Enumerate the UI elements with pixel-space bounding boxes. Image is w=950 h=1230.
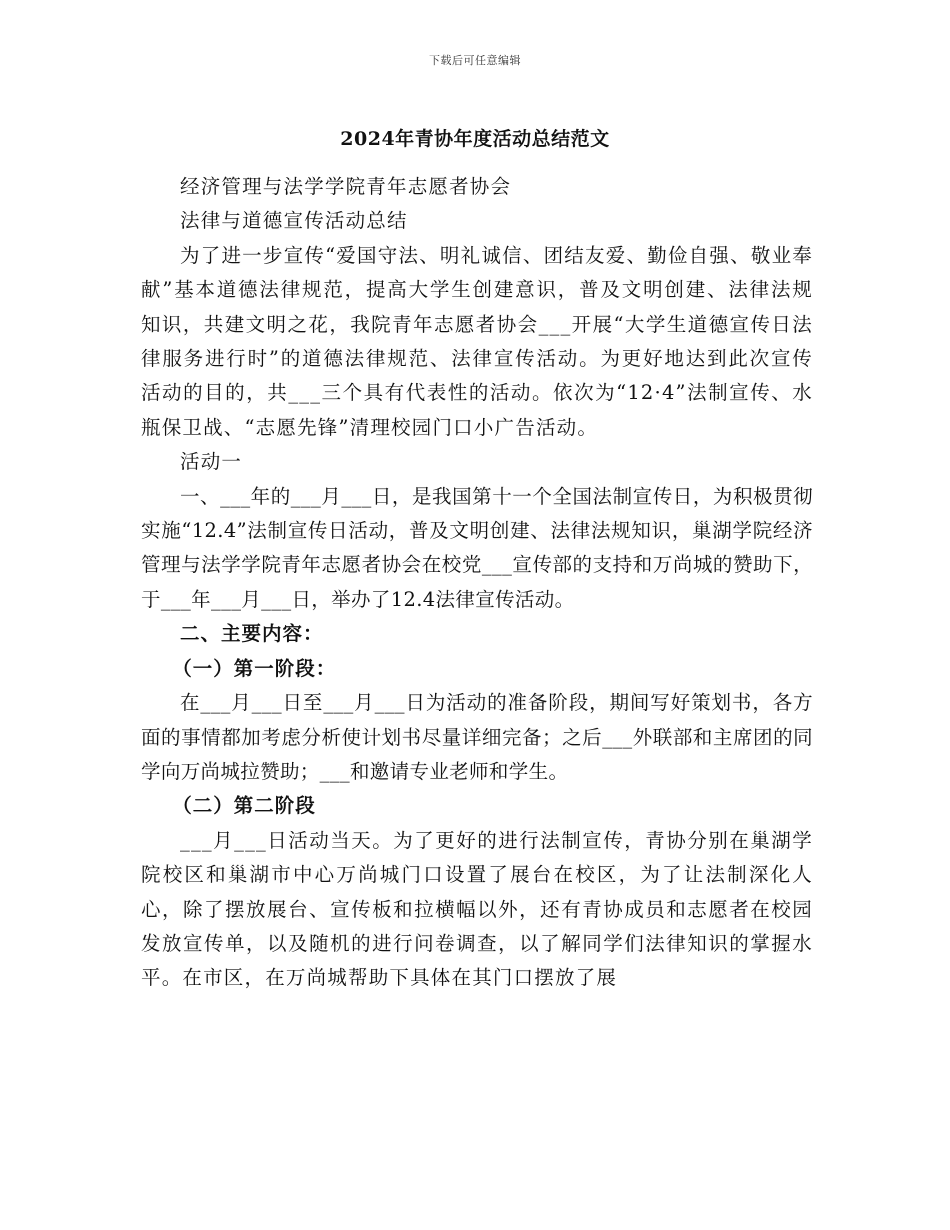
stage1-paragraph: 在___月___日至___月___日为活动的准备阶段，期间写好策划书，各方面的事情都加考虑分析使计划书尽量详细完备；之后___外联部和主席团的同学向万尚城拉赞助；___和邀请专业老师和学生。 [141, 691, 813, 783]
org-line: 经济管理与法学学院青年志愿者协会 [180, 175, 512, 198]
stage2-heading: （二）第二阶段 [172, 794, 316, 818]
intro-paragraph: 为了进一步宣传“爱国守法、明礼诚信、团结友爱、勤俭自强、敬业奉献”基本道德法律规范，提高大学生创建意识，普及文明创建、法律法规知识，共建文明之花，我院青年志愿者协会___开展“大学生道德宣传日法律服务进行时”的道德法律规范、法律宣传活动。为更好地达到此次宣传活动的目的，共___三个具有代表性的活动。依次为“12·4”法制宣传、水瓶保卫战、“志愿先锋”清理校园门口小广告活动。 [141, 243, 813, 439]
activity-paragraph: 一、___年的___月___日，是我国第十一个全国法制宣传日，为积极贯彻实施“12.4”法制宣传日活动，普及文明创建、法律法规知识，巢湖学院经济管理与法学学院青年志愿者协会在校党___宣传部的支持和万尚城的赞助下，于___年___月___日，举办了12.4法律宣传活动。 [141, 484, 813, 611]
section-heading: 二、主要内容： [180, 622, 324, 646]
stage1-heading: （一）第一阶段： [172, 656, 337, 680]
page-header-note: 下载后可任意编辑 [429, 54, 521, 67]
stage2-paragraph: ___月___日活动当天。为了更好的进行法制宣传，青协分别在巢湖学院校区和巢湖市中心万尚城门口设置了展台在校区，为了让法制深化人心，除了摆放展台、宣传板和拉横幅以外，还有青协成员和志愿者在校园发放宣传单，以及随机的进行问卷调查，以了解同学们法律知识的掌握水平。在市区，在万尚城帮助下具体在其门口摆放了展 [141, 828, 813, 990]
document-body [141, 170, 813, 996]
subtitle-line: 法律与道德宣传活动总结 [180, 209, 408, 233]
activity-label: 活动一 [180, 450, 243, 474]
document-title: 2024年青协年度活动总结范文 [340, 128, 610, 150]
